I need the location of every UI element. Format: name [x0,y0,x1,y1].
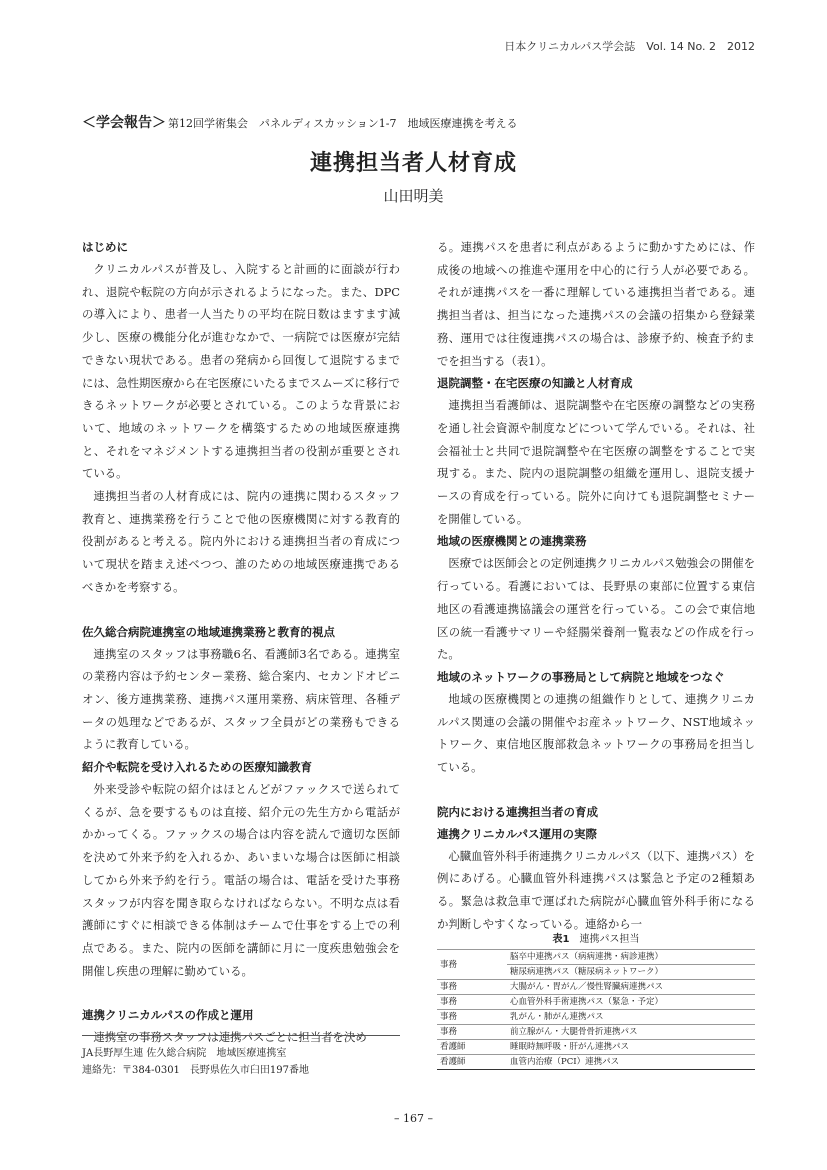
subsection-heading: 紹介や転院を受け入れるための医療知識教育 [82,760,312,775]
body-paragraph: 連携担当看護師は、退院調整や在宅医療の調整などの実務を通し社会資源や制度などについて学んでいる。それは、社会福祉士と共同で退院調整や在宅医療の調整をすることで実現する。また、院内の退院調整の組織を運用し、退院支援ナースの育成を行っている。院外に向けても退院調整セミナーを開催している。 [437,398,755,526]
table-row [437,980,755,995]
table-cell-path: 前立腺がん・大腿骨骨折連携パス [507,1025,755,1040]
table-cell-role: 事務 [437,1025,507,1040]
table-row [437,995,755,1010]
section-heading: 院内における連携担当者の育成 [437,804,598,819]
body-paragraph: 連携室の事務スタッフは連携パスごとに担当者を決め [93,1030,367,1045]
right-column [437,236,755,936]
table-cell-role: 看護師 [437,1055,507,1070]
subsection-heading: 地域のネットワークの事務局として病院と地域をつなぐ [437,669,725,684]
affiliation-line: JA長野厚生連 佐久総合病院 地域医療連携室 [82,1048,287,1059]
path-assignment-table [437,949,755,1070]
contact-line: 連絡先：〒384-0301 長野県佐久市臼田197番地 [82,1065,310,1076]
table-cell-path: 糖尿病連携パス（糖尿病ネットワーク） [507,965,755,980]
affiliation-footnote [82,1035,400,1079]
section-heading: 佐久総合病院連携室の地域連携業務と教育的視点 [82,624,335,639]
table-row [437,1040,755,1055]
report-tag: ＜学会報告＞ [82,115,166,131]
table-number: 表1 [552,934,570,945]
table-row [437,1055,755,1070]
table-row [437,1025,755,1040]
table-cell-path: 睡眠時無呼吸・肝がん連携パス [507,1040,755,1055]
subsection-heading: 連携クリニカルパス運用の実際 [437,826,597,841]
table-caption-text: 連携パス担当 [579,934,640,945]
body-paragraph: クリニカルパスが普及し、入院すると計画的に面談が行われ、退院や転院の方向が示されるようになった。また、DPCの導入により、患者一人当たりの平均在院日数はますます減少し、医療の機能分化が進むなかで、一病院では医療が完結できない現状である。患者の発病から回復して退院するまでには、急性期医療から在宅医療にいたるまでスムーズに移行できるネットワークが必要とされている。このような背景において、地域のネットワークを構築するための地域医療連携と、それをマネジメントする連携担当者の役割が重要とされている。 [82,262,400,481]
table-cell-path: 脳卒中連携パス（病病連携・病診連携） [507,950,755,965]
table-cell-role: 事務 [437,950,507,980]
left-column [82,236,400,1049]
table-cell-path: 乳がん・肺がん連携パス [507,1010,755,1025]
table-row [437,1010,755,1025]
body-paragraph: 外来受診や転院の紹介はほとんどがファックスで送られてくるが、急を要するものは直接、紹介元の先生方から電話がかかってくる。ファックスの場合は内容を読んで適切な医師を決めて外来予約を入れるか、あいまいな場合は医師に相談してから外来予約を行う。電話の場合は、電話を受けた事務スタッフが内容を聞き取らなければならない。不明な点は看護師にすぐに相談できる体制はチームで仕事をする上での利点である。また、院内の医師を講師に月に一度疾患勉強会を開催し疾患の理解に勤めている。 [82,782,400,978]
table-cell-path: 血管内治療（PCI）連携パス [507,1055,755,1070]
section-heading: 連携クリニカルパスの作成と運用 [82,1008,254,1023]
report-subtitle: 第12回学術集会 パネルディスカッション1-7 地域医療連携を考える [168,117,518,130]
page-number: – 167 – [394,1112,433,1125]
section-heading: はじめに [82,240,128,254]
table-cell-role: 事務 [437,980,507,995]
body-paragraph: 医療では医師会との定例連携クリニカルパス勉強会の開催を行っている。看護においては、長野県の東部に位置する東信地区の看護連携協議会の運営を行っている。この会で東信地区の統一看護サマリーや経腸栄養剤一覧表などの作成を行った。 [437,556,755,662]
body-paragraph: 連携室のスタッフは事務職6名、看護師3名である。連携室の業務内容は予約センター業務、総合案内、セカンドオピニオン、後方連携業務、連携パス運用業務、病床管理、各種データの処理などであるが、スタッフ全員がどの業務もできるように教育している。 [82,646,400,752]
table-row [437,950,755,965]
subsection-heading: 退院調整・在宅医療の知識と人材育成 [437,376,633,391]
journal-header: 日本クリニカルパス学会誌 Vol. 14 No. 2 2012 [504,40,755,53]
article-title: 連携担当者人材育成 [309,151,517,176]
body-paragraph: 連携担当者の人材育成には、院内の連携に関わるスタッフ教育と、連携業務を行うことで他の医療機関に対する教育的役割があると考える。院内外における連携担当者の育成について現状を踏まえ述べつつ、誰のための地域医療連携であるべきかを考察する。 [82,489,400,594]
table-cell-role: 事務 [437,995,507,1010]
table-cell-path: 大腸がん・胃がん／慢性腎臓病連携パス [507,980,755,995]
body-paragraph: 地域の医療機関との連携の組織作りとして、連携クリニカルパス関連の会議の開催やお産ネットワーク、NST地域ネットワーク、東信地区腹部救急ネットワークの事務局を担当している。 [437,691,755,775]
body-paragraph: 心臓血管外科手術連携クリニカルパス（以下、連携パス）を例にあげる。心臓血管外科連携パスは緊急と予定の2種類ある。緊急は救急車で運ばれた病院が心臓血管外科手術になるか判断しやすくなっている。連絡から一 [437,848,755,931]
subsection-heading: 地域の医療機関との連携業務 [437,534,587,549]
table-cell-role: 事務 [437,1010,507,1025]
table-caption [437,930,755,945]
table-cell-path: 心血管外科手術連携パス（緊急・予定） [507,995,755,1010]
report-header [82,112,755,132]
table-cell-role: 看護師 [437,1040,507,1055]
author-name: 山田明美 [383,187,444,205]
table-1 [437,930,755,1070]
body-paragraph: る。連携パスを患者に利点があるように動かすためには、作成後の地域への推進や運用を中心的に行う人が必要である。それが連携パスを一番に理解している連携担当者である。連携担当者は、担当になった連携パスの会議の招集から登録業務、運用では往復連携パスの場合は、診療予約、検査予約までを担当する（表1）。 [437,240,755,368]
